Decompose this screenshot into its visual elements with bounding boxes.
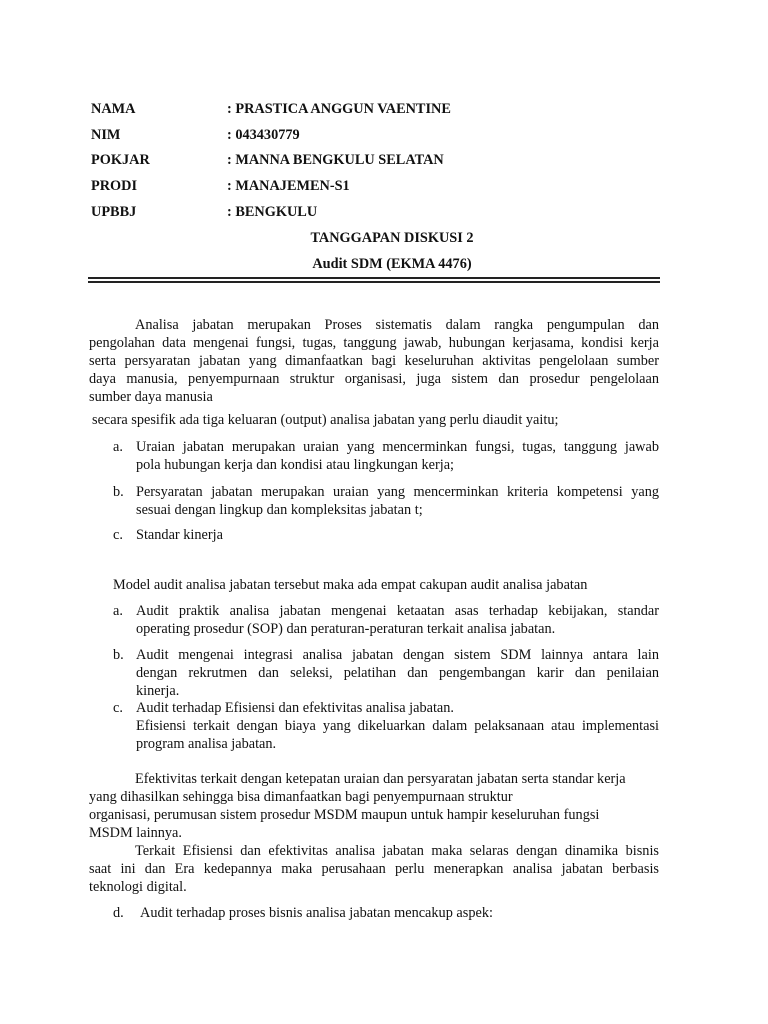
header-label: UPBBJ [91,204,137,220]
digital-paragraph [89,842,659,896]
paragraph-line: saat ini dan Era kedepannya maka perusahaan perlu menerapkan analisa jabatan berbasis [89,861,659,877]
paragraph-line: Efektivitas terkait dengan ketepatan uraian dan persyaratan jabatan serta standar kerja [135,771,626,787]
header-value: : 043430779 [227,127,300,143]
outputs-intro: secara spesifik ada tiga keluaran (output) analisa jabatan yang perlu diaudit yaitu; [92,412,559,428]
divider-line [88,277,660,279]
header-value: : BENGKULU [227,204,318,220]
list-item-line: operating prosedur (SOP) dan peraturan-peraturan terkait analisa jabatan. [136,621,556,637]
paragraph-line: yang dihasilkan sehingga bisa dimanfaatkan bagi penyempurnaan struktur [89,789,513,805]
document-subtitle: Audit SDM (EKMA 4476) [312,256,472,272]
paragraph-line: sumber daya manusia [89,389,213,405]
list-item-line: program analisa jabatan. [136,736,277,752]
paragraph-line: serta persyaratan jabatan yang dimanfaatkan bagi keseluruhan aktivitas pengelolaan sumber [89,353,659,369]
paragraph-line: organisasi, perumusan sistem prosedur MSDM maupun untuk hampir keseluruhan fungsi [89,807,600,823]
list-item-line: Persyaratan jabatan merupakan uraian yang mencerminkan kriteria kompetensi yang [136,484,659,500]
paragraph-line: Analisa jabatan merupakan Proses sistematis dalam rangka pengumpulan dan [135,317,659,333]
paragraph-line: pengolahan data mengenai fungsi, tugas, tanggung jawab, hubungan kerjasama, kondisi kerja [89,335,659,351]
model-intro: Model audit analisa jabatan tersebut maka ada empat cakupan audit analisa jabatan [113,577,588,593]
header-value: : PRASTICA ANGGUN VAENTINE [227,101,451,117]
divider-line [88,281,660,283]
list-item-line: Audit terhadap Efisiensi dan efektivitas analisa jabatan. [136,700,454,716]
header-label: NIM [91,127,121,143]
intro-paragraph [89,316,659,406]
list-marker: d. [113,905,124,921]
effectiveness-paragraph [89,770,659,842]
list-item-line: Audit mengenai integrasi analisa jabatan dengan sistem SDM lainnya antara lain [136,647,659,663]
header-label: PRODI [91,178,138,194]
document-title: TANGGAPAN DISKUSI 2 [310,230,474,246]
list-marker: a. [113,603,123,619]
list-item-line: Audit praktik analisa jabatan mengenai ketaatan asas terhadap kebijakan, standar [136,603,659,619]
list-marker: c. [113,700,123,716]
list-item-line: Standar kinerja [136,527,223,543]
list-marker: a. [113,439,123,455]
list-marker: b. [113,647,124,663]
header-value: : MANAJEMEN-S1 [227,178,350,194]
paragraph-line: MSDM lainnya. [89,825,182,841]
header-label: POKJAR [91,152,150,168]
list-item-line: kinerja. [136,683,180,699]
header-label: NAMA [91,101,136,117]
list-item-line: Uraian jabatan merupakan uraian yang mencerminkan fungsi, tugas, tanggung jawab [136,439,659,455]
list-item-line: pola hubungan kerja dan kondisi atau lingkungan kerja; [136,457,455,473]
list-marker: b. [113,484,124,500]
list-item-line: Efisiensi terkait dengan biaya yang dikeluarkan dalam pelaksanaan atau implementasi [136,718,659,734]
paragraph-line: Terkait Efisiensi dan efektivitas analisa jabatan maka selaras dengan dinamika bisnis [135,843,659,859]
list-item-line: sesuai dengan lingkup dan kompleksitas jabatan t; [136,502,423,518]
header-value: : MANNA BENGKULU SELATAN [227,152,444,168]
list-item-line: dengan rekrutmen dan seleksi, pelatihan dan pengembangan karir dan penilaian [136,665,659,681]
list-marker: c. [113,527,123,543]
paragraph-line: teknologi digital. [89,879,187,895]
paragraph-line: daya manusia, penyempurnaan struktur organisasi, juga sistem dan prosedur pengelolaan [89,371,659,387]
list-item-line: Audit terhadap proses bisnis analisa jabatan mencakup aspek: [140,905,493,921]
